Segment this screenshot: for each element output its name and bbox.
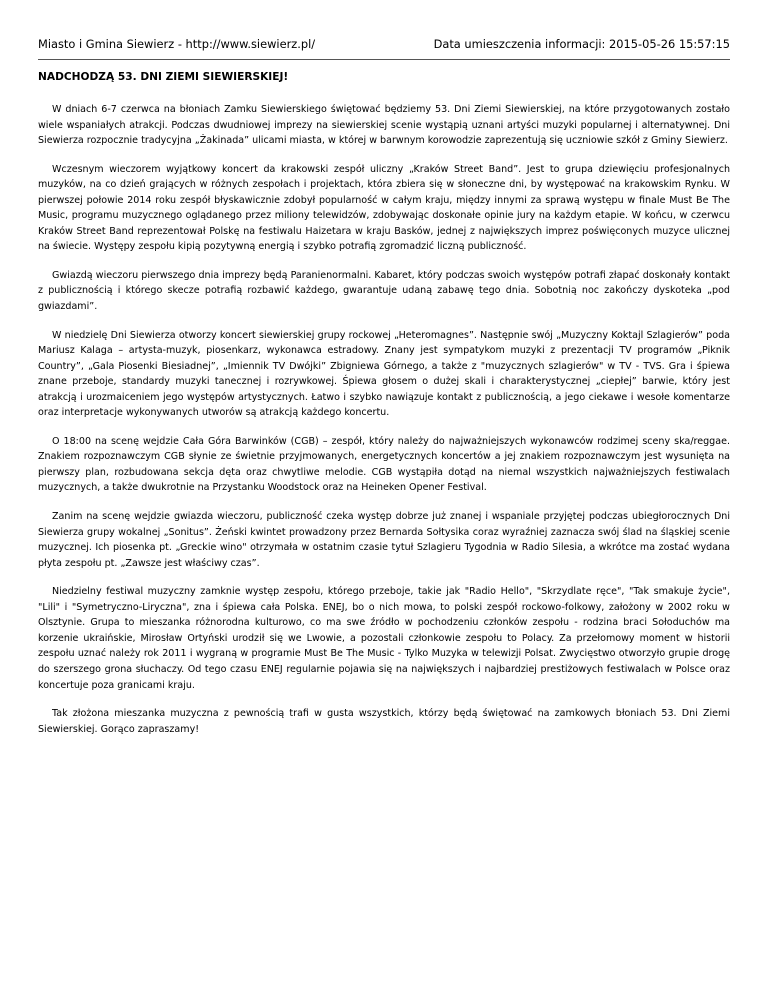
page-header [38,0,730,59]
article-paragraph: W dniach 6-7 czerwca na błoniach Zamku Siewierskiego świętować będziemy 53. Dni Ziemi Siewierskiej, na które przygotowanych zostało wiele wspaniałych atrakcji. Podczas dwudniowej imprezy na siewierskiej scenie wystąpią uznani artyści muzyki popularnej i alternatywnej. Dni Siewierza rozpocznie tradycyjna „Żakinada” ulicami miasta, w której w barwnym korowodzie zaprezentują się uczniowie szkół z Gminy Siewierz. [38,104,730,147]
article-paragraph: Zanim na scenę wejdzie gwiazda wieczoru, publiczność czeka występ dobrze już znanej i wspaniale przyjętej podczas ubiegłorocznych Dni Siewierza grupy wokalnej „Sonitus”. Żeński kwintet prowadzony przez Bernarda Sołtysika coraz wyraźniej zaznacza swój ślad na śląskiej scenie muzycznej. Ich piosenka pt. „Greckie wino" otrzymała w ostatnim czasie tytuł Szlagieru Tygodnia w Radio Silesia, a wkrótce ma zostać wydana płyta zespołu pt. „Zawsze jest właściwy czas”. [38,511,730,569]
article-paragraph: Gwiazdą wieczoru pierwszego dnia imprezy będą Paranienormalni. Kabaret, który podczas swoich występów potrafi złapać doskonały kontakt z publicznością i którego skecze potrafią rozbawić każdego, gwarantuje udaną zabawę tego dnia. Sobotnią noc zakończy dyskoteka „pod gwiazdami”. [38,269,730,313]
article-body [38,102,730,737]
article-paragraph: W niedzielę Dni Siewierza otworzy koncert siewierskiej grupy rockowej „Heteromagnes”. Następnie swój „Muzyczny Koktajl Szlagierów” poda Mariusz Kalaga – artysta-muzyk, piosenkarz, wykonawca estradowy. Znany jest sympatykom muzyki z prezentacji TV programów „Piknik Country”, „Gala Piosenki Biesiadnej”, „Imiennik TV Dwójki” Zbigniewa Górnego, a także z "muzycznych szlagierów" w TV - TVS. Gra i śpiewa znane przeboje, standardy muzyki tanecznej i rozrywkowej. Śpiewa głosem o dużej skali i charakterystycznej „ciepłej” barwie, który jest atrakcją i urozmaiceniem jego występów artystycznych. Łatwo i szybko nawiązuje kontakt z publicznością, a jego ciekawe i wesołe komentarze oraz interpretacje wykonywanych utworów są atrakcją każdego koncertu. [38,329,730,419]
article-paragraph: Wczesnym wieczorem wyjątkowy koncert da krakowski zespół uliczny „Kraków Street Band”. Jest to grupa dziewięciu profesjonalnych muzyków, na co dzień grających w różnych zespołach i projektach, która zbiera się w słoneczne dni, by występować na krakowskim Rynku. W pierwszej połowie 2014 roku zespół błyskawicznie zdobył popularność w całym kraju, między innymi za sprawą występu w finale Must Be The Music, programu muzycznego oglądanego przez miliony telewidzów, zdobywając doskonałe opinie jury na każdym etapie. W końcu, w czerwcu Kraków Street Band reprezentował Polskę na festiwalu Haizetara w kraju Basków, jednej z największych imprez poświęconych muzyce ulicznej na świecie. Występy zespołu kipią pozytywną energią i szybko potrafią zgromadzić liczną publiczność. [38,163,730,253]
site-name: Miasto i Gmina Siewierz - http://www.siewierz.pl/ [38,37,316,51]
publication-date: Data umieszczenia informacji: 2015-05-26 15:57:15 [433,37,730,51]
header-divider [38,59,730,60]
article-paragraph: O 18:00 na scenę wejdzie Cała Góra Barwinków (CGB) – zespół, który należy do najważniejszych wykonawców rodzimej sceny ska/reggae. Znakiem rozpoznawczym CGB słynie ze świetnie przyjmowanych, energetycznych koncertów a jej znakiem rozpoznawczym jest wysunięta na pierwszy plan, rozbudowana sekcja dęta oraz chwytliwe melodie. CGB wystąpiła dotąd na niemal wszystkich najważniejszych festiwalach muzycznych, a także dwukrotnie na Przystanku Woodstock oraz na Heineken Opener Festival. [38,435,730,494]
article-paragraph: Niedzielny festiwal muzyczny zamknie występ zespołu, którego przeboje, takie jak "Radio Hello", "Skrzydlate ręce", "Tak smakuje życie", "Lili" i "Symetryczno-Liryczna", zna i śpiewa cała Polska. ENEJ, bo o nich mowa, to polski zespół rockowo-folkowy, założony w 2002 roku w Olsztynie. Grupa to mieszanka różnorodna kulturowo, co ma swe źródło w pochodzeniu członków zespołu - rodzina braci Sołoduchów ma korzenie ukraińskie, Mirosław Ortyński urodził się we Lwowie, a pozostali członkowie zespołu to Polacy. Za przełomowy moment w historii zespołu uznać należy rok 2011 i wygraną w programie Must Be The Music - Tylko Muzyka w telewizji Polsat. Zwycięstwo otworzyło grupie drogę do szerszego grona słuchaczy. Od tego czasu ENEJ regularnie pojawia się na największych i najbardziej prestiżowych festiwalach w Polsce oraz koncertuje poza granicami kraju. [38,586,730,691]
article-title: NADCHODZĄ 53. DNI ZIEMI SIEWIERSKIEJ! [38,71,289,83]
article-paragraph: Tak złożona mieszanka muzyczna z pewnością trafi w gusta wszystkich, którzy będą świętować na zamkowych błoniach 53. Dni Ziemi Siewierskiej. Gorąco zapraszamy! [38,708,730,735]
